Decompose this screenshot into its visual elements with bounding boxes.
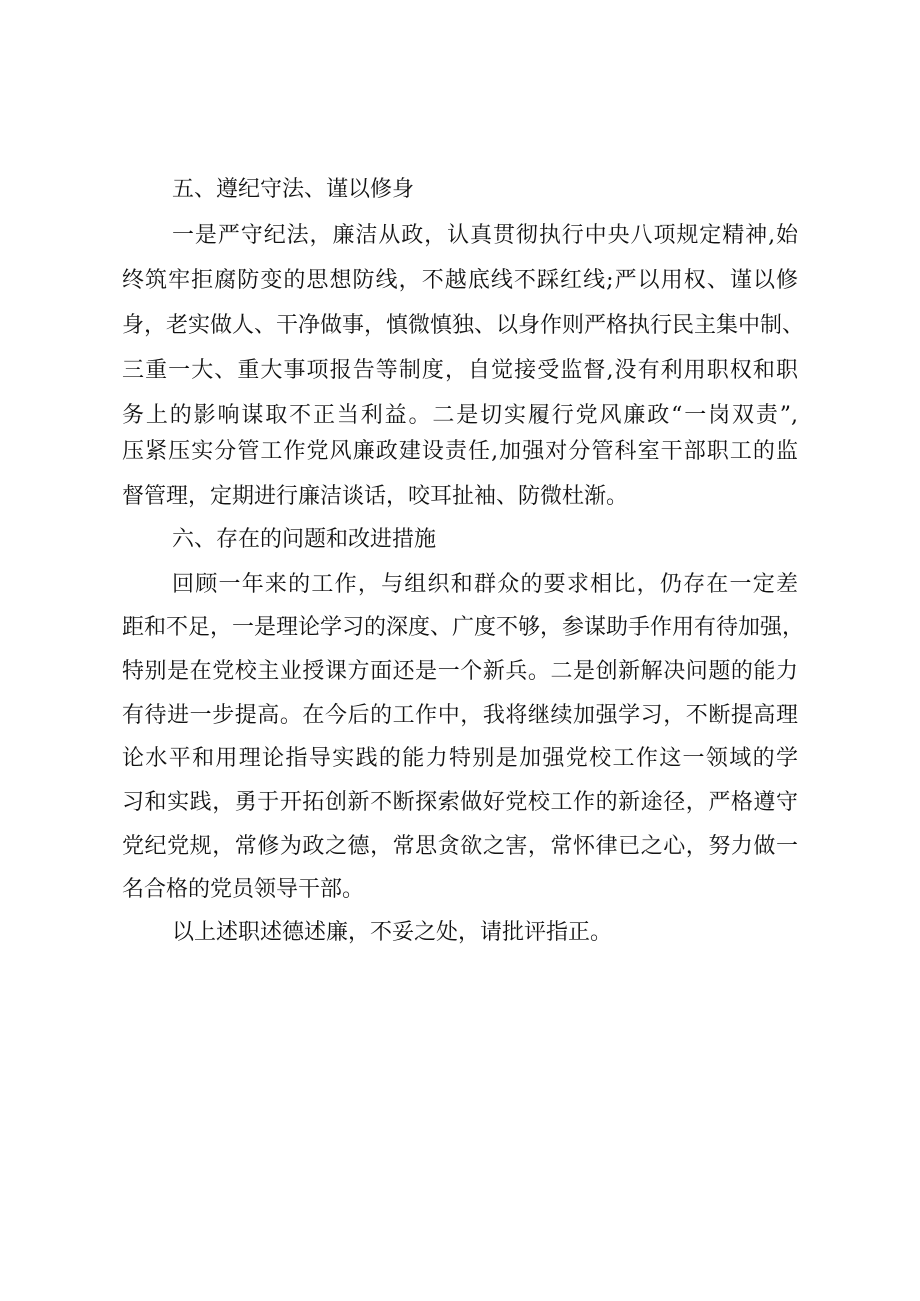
paragraph-line: 有待进一步提高。在今后的工作中，我将继续加强学习，不断提高理 <box>122 703 798 728</box>
paragraph-line: 名合格的党员领导干部。 <box>122 877 365 902</box>
paragraph-line: 压紧压实分管工作党风廉政建设责任,加强对分管科室干部职工的监 <box>122 439 798 464</box>
paragraph-line: 特别是在党校主业授课方面还是一个新兵。二是创新解决问题的能力 <box>122 659 798 684</box>
section-heading-5: 五、遵纪守法、谨以修身 <box>172 177 415 202</box>
closing-line: 以上述职述德述廉，不妥之处，请批评指正。 <box>172 920 613 945</box>
paragraph-line: 务上的影响谋取不正当利益。二是切实履行党风廉政“一岗双责”, <box>122 403 798 428</box>
paragraph-line: 一是严守纪法，廉洁从政，认真贯彻执行中央八项规定精神,始 <box>172 223 798 248</box>
paragraph-line: 三重一大、重大事项报告等制度，自觉接受监督,没有利用职权和职 <box>122 358 798 383</box>
section-heading-6: 六、存在的问题和改进措施 <box>172 527 437 552</box>
paragraph-line: 论水平和用理论指导实践的能力特别是加强党校工作这一领域的学 <box>122 746 798 771</box>
paragraph-line: 距和不足，一是理论学习的深度、广度不够，参谋助手作用有待加强， <box>122 615 805 640</box>
paragraph-line: 回顾一年来的工作，与组织和群众的要求相比，仍存在一定差 <box>172 572 798 597</box>
paragraph-line: 党纪党规，常修为政之德，常思贪欲之害，常怀律已之心，努力做一 <box>122 834 798 859</box>
paragraph-line: 督管理，定期进行廉洁谈话，咬耳扯袖、防微杜渐。 <box>122 484 629 509</box>
paragraph-line: 身，老实做人、干净做事，慎微慎独、以身作则严格执行民主集中制、 <box>122 313 805 338</box>
paragraph-line: 习和实践，勇于开拓创新不断探索做好党校工作的新途径，严格遵守 <box>122 790 798 815</box>
paragraph-line: 终筑牢拒腐防变的思想防线，不越底线不踩红线;严以用权、谨以修 <box>122 268 798 293</box>
